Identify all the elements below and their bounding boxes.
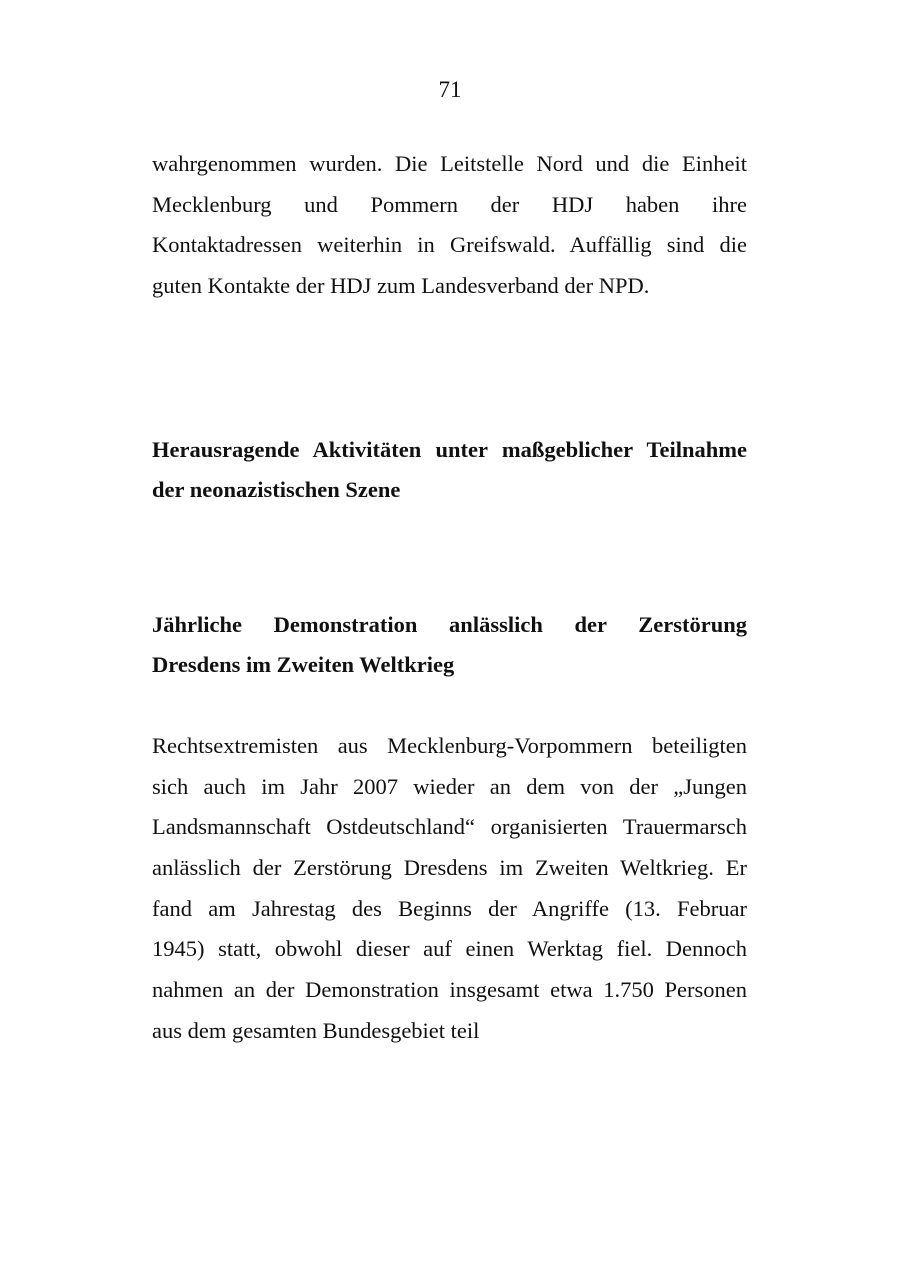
paragraph-hdj-contacts: [152, 144, 747, 307]
paragraph-line: Mecklenburg und Pommern der HDJ haben ihre: [152, 191, 747, 217]
heading-line: Herausragende Aktivitäten unter maßgeblicher Teilnahme: [152, 437, 747, 462]
paragraph-line: fand am Jahrestag des Beginns der Angriffe (13. Februar: [152, 895, 747, 921]
paragraph-line: 1945) statt, obwohl dieser auf einen Werktag fiel. Dennoch: [152, 936, 747, 962]
paragraph-line: wahrgenommen wurden. Die Leitstelle Nord und die Einheit: [152, 151, 747, 176]
paragraph-line: aus dem gesamten Bundesgebiet teil: [152, 1017, 480, 1043]
paragraph-line: sich auch im Jahr 2007 wieder an dem von der „Jungen: [152, 773, 747, 799]
heading-line: der neonazistischen Szene: [152, 477, 401, 502]
paragraph-line: Landsmannschaft Ostdeutschland“ organisierten Trauermarsch: [152, 814, 747, 840]
heading-line: Dresdens im Zweiten Weltkrieg: [152, 652, 455, 677]
paragraph-dresden-demonstration: [152, 726, 747, 1052]
section-heading: [152, 430, 747, 510]
paragraph-line: anlässlich der Zerstörung Dresdens im Zweiten Weltkrieg. Er: [152, 855, 747, 881]
subsection-heading: [152, 605, 747, 685]
page-number: 71: [438, 77, 462, 102]
paragraph-line: Kontaktadressen weiterhin in Greifswald. Auffällig sind die: [152, 232, 747, 258]
paragraph-line: guten Kontakte der HDJ zum Landesverband der NPD.: [152, 273, 650, 299]
heading-line: Jährliche Demonstration anlässlich der Zerstörung: [152, 612, 747, 637]
paragraph-line: Rechtsextremisten aus Mecklenburg-Vorpommern beteiligten: [152, 733, 747, 758]
paragraph-line: nahmen an der Demonstration insgesamt etwa 1.750 Personen: [152, 977, 747, 1003]
